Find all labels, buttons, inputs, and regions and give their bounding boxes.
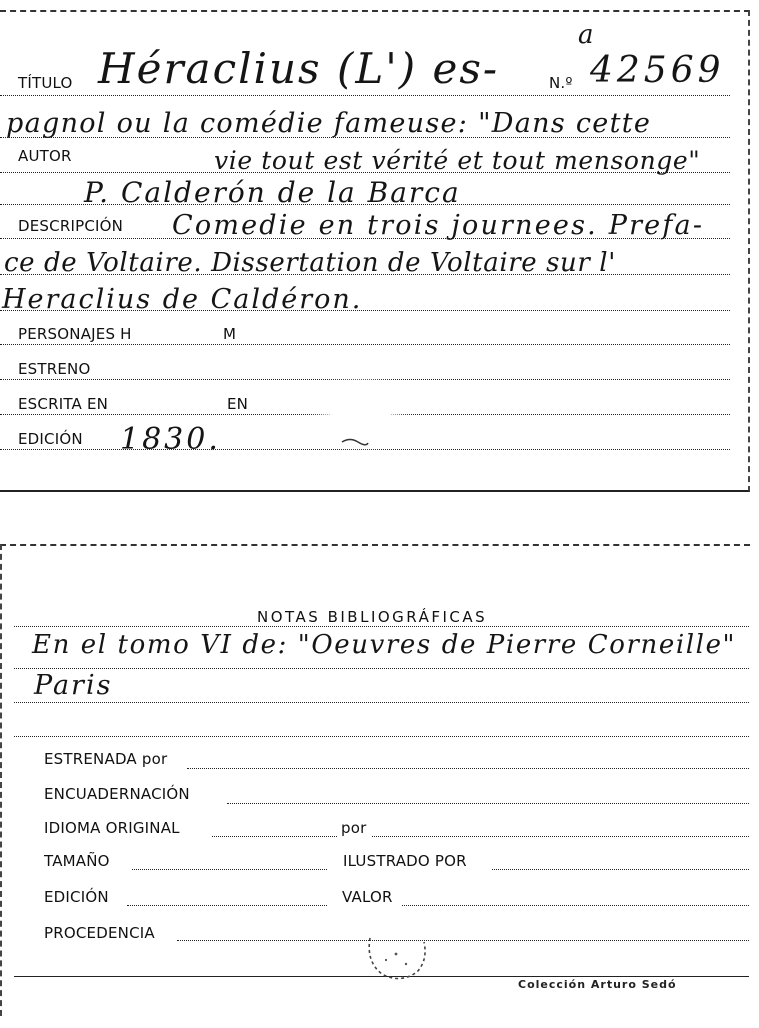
label-valor: VALOR (342, 888, 393, 906)
label-estreno: ESTRENO (18, 360, 91, 378)
rule-procedencia (177, 940, 749, 941)
label-escrita-en-2: EN (227, 395, 249, 413)
rule-edicion (0, 449, 730, 450)
label-ilustrado-por: ILUSTRADO POR (343, 852, 467, 870)
label-personajes-m: M (223, 325, 237, 343)
handwritten-notas-1: En el tomo VI de: "Oeuvres de Pierre Corneille" (32, 630, 737, 660)
label-personajes-h: PERSONAJES H (18, 325, 132, 343)
rule-tamano (132, 869, 327, 870)
rule-valor (402, 905, 749, 906)
label-por: por (341, 819, 367, 837)
handwritten-numero-sup: a (578, 20, 595, 50)
rule-edicion-back (127, 905, 327, 906)
handwritten-edicion: 1830. (120, 422, 221, 457)
label-titulo: TÍTULO (18, 74, 73, 92)
handwritten-numero: 42569 (590, 50, 725, 91)
scan-smudge (330, 392, 390, 432)
rule-notas-4 (14, 736, 749, 737)
rule-notas-2 (14, 668, 749, 669)
label-edicion-back: EDICIÓN (44, 888, 109, 906)
rule-idioma (212, 836, 337, 837)
rule-ilustrado (492, 869, 749, 870)
rule-bottom (14, 976, 749, 977)
label-procedencia: PROCEDENCIA (44, 924, 155, 942)
label-idioma-original: IDIOMA ORIGINAL (44, 819, 180, 837)
label-estrenada-por: ESTRENADA por (44, 750, 168, 768)
rule-encuadernacion (227, 803, 749, 804)
catalog-card-back (0, 544, 750, 1016)
rule-notas-1 (14, 626, 749, 627)
label-descripcion: DESCRIPCIÓN (18, 217, 124, 235)
label-autor: AUTOR (18, 147, 72, 165)
label-numero: N.º (549, 74, 573, 92)
rule-estrenada (187, 768, 749, 769)
rule-notas-3 (14, 702, 749, 703)
handwritten-descripcion-2: ce de Voltaire. Dissertation de Voltaire sur l' (4, 248, 616, 278)
catalog-card-front (0, 10, 750, 492)
faded-seal-stamp (362, 924, 432, 984)
label-edicion: EDICIÓN (18, 430, 83, 448)
label-encuadernacion: ENCUADERNACIÓN (44, 785, 190, 803)
label-escrita-en: ESCRITA EN (18, 395, 109, 413)
handwritten-titulo-3: vie tout est vérité et tout mensonge" (214, 146, 701, 175)
collection-stamp: Colección Arturo Sedó (518, 978, 677, 991)
pencil-tick-mark (340, 434, 370, 448)
handwritten-titulo-2: pagnol ou la comédie fameuse: "Dans cette (6, 108, 652, 139)
rule-personajes (0, 344, 730, 345)
handwritten-titulo-1: Héraclius (L') es- (98, 44, 500, 93)
rule-idioma-por (372, 836, 749, 837)
notas-bibliograficas-heading: NOTAS BIBLIOGRÁFICAS (257, 608, 488, 626)
handwritten-descripcion-3: Heraclius de Caldéron. (2, 284, 363, 315)
handwritten-descripcion-1: Comedie en trois journees. Prefa- (172, 210, 705, 241)
handwritten-notas-2: Paris (34, 670, 113, 701)
handwritten-autor: P. Calderón de la Barca (84, 176, 461, 209)
label-tamano: TAMAÑO (44, 852, 110, 870)
rule-titulo (0, 95, 730, 96)
rule-estreno (0, 379, 730, 380)
